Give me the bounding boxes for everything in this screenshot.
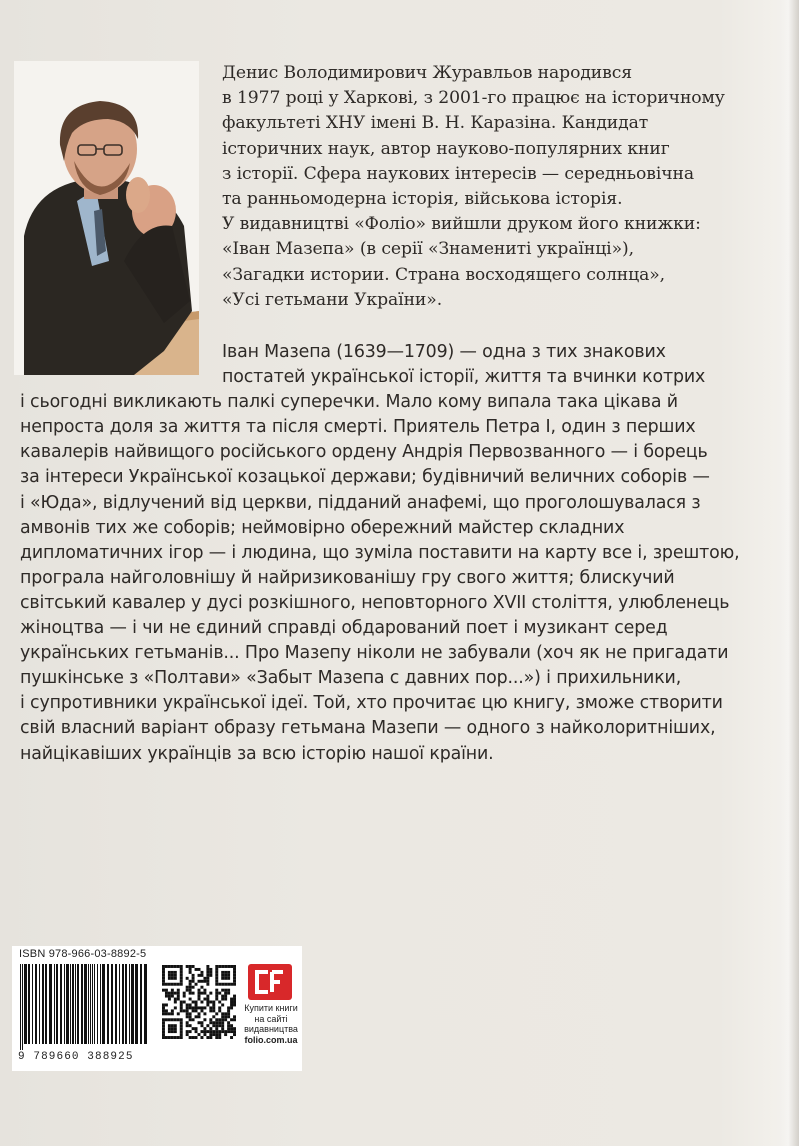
qr-code <box>162 965 236 1039</box>
author-bio-line: «Усі гетьмани України». <box>222 289 443 310</box>
description-line: дипломатичних ігор — і людина, що зуміла поставити на карту все і, зрештою, <box>20 542 740 563</box>
description-line: за інтереси Української козацької держави; будівничий величних соборів — <box>20 467 710 488</box>
description-line: найцікавіших українців за всю історію нашої країни. <box>20 743 494 764</box>
description-line: пушкінське з «Полтави» «Забыт Мазепа с давних пор...») і прихильники, <box>20 668 682 689</box>
author-photo <box>14 61 199 375</box>
ean-digits: 9 789660 388925 <box>18 1051 134 1063</box>
description-line: кавалерів найвищого російського ордену Андрія Первозванного — і борець <box>20 442 708 463</box>
description-line: українських гетьманів... Про Мазепу ніколи не забували (хоч як не пригадати <box>20 643 729 664</box>
barcode <box>16 964 156 1050</box>
description-line: світський кавалер у дусі розкішного, неповторного XVII століття, улюбленець <box>20 592 730 613</box>
book-description <box>20 340 780 767</box>
description-line: амвонів тих же соборів; неймовірно обережний майстер складних <box>20 517 625 538</box>
publisher-url[interactable]: folio.com.ua <box>244 1034 298 1045</box>
description-line: і супротивники української ідеї. Той, хто прочитає цю книгу, зможе створити <box>20 693 723 714</box>
author-bio-line: У видавництві «Фоліо» вийшли друком його книжки: <box>222 214 701 235</box>
author-bio <box>222 61 742 313</box>
publisher-logo <box>248 964 292 1000</box>
cover-edge <box>775 0 799 1146</box>
author-bio-line: історичних наук, автор науково-популярних книг <box>222 138 670 159</box>
author-bio-line: факультеті ХНУ імені В. Н. Каразіна. Кандидат <box>222 113 649 134</box>
author-bio-line: «Іван Мазепа» (в серії «Знамениті українці»), <box>222 239 634 260</box>
buy-line: на сайті <box>254 1013 288 1024</box>
isbn-block <box>12 946 302 1071</box>
author-bio-line: в 1977 році у Харкові, з 2001-го працює на історичному <box>222 88 725 109</box>
author-bio-line: «Загадки истории. Страна восходящего солнца», <box>222 264 666 285</box>
buy-line: Купити книги <box>244 1003 298 1013</box>
publisher-buy-info <box>241 1003 301 1045</box>
author-bio-line: з історії. Сфера наукових інтересів — середньовічна <box>222 163 694 184</box>
description-line: непроста доля за життя та після смерті. Приятель Петра І, один з перших <box>20 417 696 438</box>
author-bio-line: та ранньомодерна історія, військова історія. <box>222 189 623 210</box>
description-line: свій власний варіант образу гетьмана Мазепи — одного з найколоритніших, <box>20 718 716 739</box>
author-bio-line: Денис Володимирович Журавльов народився <box>222 63 633 83</box>
isbn-label: ISBN 978-966-03-8892-5 <box>19 948 147 960</box>
description-line: і сьогодні викликають палкі суперечки. Мало кому випала така цікава й <box>20 392 678 413</box>
description-line: програла найголовнішу й найризикованішу гру свого життя; блискучий <box>20 567 675 588</box>
description-line: Іван Мазепа (1639—1709) — одна з тих знакових <box>222 342 666 362</box>
description-line: жіноцтва — і чи не єдиний справді обдарований поет і музикант серед <box>20 618 668 639</box>
buy-line: видавництва <box>244 1024 298 1034</box>
description-line: постатей української історії, життя та вчинки котрих <box>222 367 706 388</box>
publisher-logo-icon <box>248 964 292 1000</box>
description-line: і «Юда», відлучений від церкви, підданий анафемі, що проголошувалася з <box>20 492 701 513</box>
